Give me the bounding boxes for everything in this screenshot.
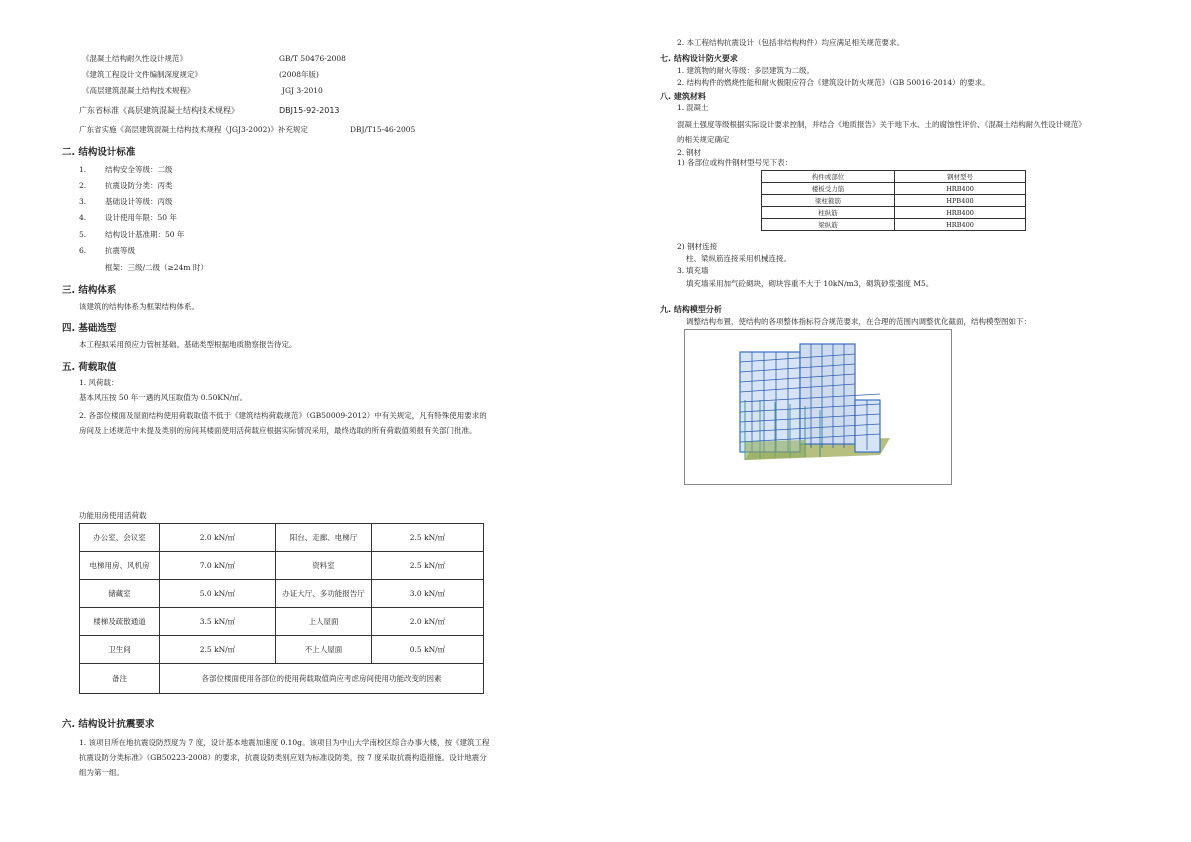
table-row xyxy=(80,580,484,608)
section-9-text: 调整结构布置，使结构的各项整体指标符合规范要求，在合理的范围内调整优化截面，结构模型图如下： xyxy=(686,317,1031,326)
table-cell: 电梯用房、风机房 xyxy=(80,552,160,580)
table-cell: 办公室、会议室 xyxy=(80,524,160,552)
steel-table xyxy=(761,170,1026,231)
frame-grade: 框架：三级/二级（≥24m 时） xyxy=(105,263,208,272)
section-4-heading: 四. 基础选型 xyxy=(62,323,117,334)
table-cell: 2.5 kN/㎡ xyxy=(372,552,484,580)
list-item: 基础设计等级：丙级 xyxy=(105,197,173,206)
table-cell: 梁柱箍筋 xyxy=(762,195,895,207)
seismic-item-2: 2. 本工程结构抗震设计（包括非结构构件）均应满足相关规范要求。 xyxy=(677,38,905,47)
table-row xyxy=(762,219,1026,231)
standard-1-code: GB/T 50476-2008 xyxy=(279,54,346,63)
table-row xyxy=(762,207,1026,219)
steel-sub2: 2) 钢材连接 xyxy=(677,242,718,251)
standard-3-name: 《高层建筑混凝土结构技术规程》 xyxy=(82,86,195,95)
steel-sub1: 1) 各部位或构件钢材型号见下表： xyxy=(677,158,793,167)
section-6-heading: 六. 结构设计抗震要求 xyxy=(62,719,155,730)
section-7-heading: 七. 结构设计防火要求 xyxy=(660,54,738,63)
standard-4-name: 广东省标准《高层建筑混凝土结构技术规程》 xyxy=(79,106,239,115)
load-table-caption: 功能用房使用活荷载 xyxy=(79,511,147,520)
list-item-num: 2. xyxy=(79,181,87,190)
table-header-row xyxy=(762,171,1026,183)
table-cell: HRB400 xyxy=(895,207,1026,219)
table-row xyxy=(762,195,1026,207)
section-4-text: 本工程拟采用预应力管桩基础。基础类型根据地质勘察报告待定。 xyxy=(79,340,297,349)
table-cell: 柱纵筋 xyxy=(762,207,895,219)
table-header: 钢材型号 xyxy=(895,171,1026,183)
table-cell: 2.0 kN/㎡ xyxy=(372,608,484,636)
table-cell: 7.0 kN/㎡ xyxy=(160,552,276,580)
standard-2-code: (2008年版) xyxy=(279,70,319,79)
list-item: 结构设计基准期：50 年 xyxy=(105,230,185,239)
steel-num: 2. xyxy=(677,148,685,157)
section-3-heading: 三. 结构体系 xyxy=(62,285,117,296)
list-item-num: 1. xyxy=(79,165,87,174)
wind-load-text: 基本风压按 50 年一遇的风压取值为 0.50KN/㎡。 xyxy=(79,393,248,402)
table-cell: 3.0 kN/㎡ xyxy=(372,580,484,608)
table-cell: HRB400 xyxy=(895,183,1026,195)
list-item-num: 4. xyxy=(79,213,87,222)
table-cell: 2.5 kN/㎡ xyxy=(160,636,276,664)
section-5-heading: 五. 荷载取值 xyxy=(62,362,117,373)
live-load-table xyxy=(79,523,484,694)
table-row xyxy=(80,636,484,664)
table-row xyxy=(80,608,484,636)
steel-label: 钢材 xyxy=(686,148,701,157)
table-cell: 卫生间 xyxy=(80,636,160,664)
load-note-paragraph: 2. 各部位楼面及屋面结构使用荷载取值不低于《建筑结构荷载规范》（GB50009-2012）中有关规定，凡有特殊使用要求的房间及上述规范中未提及类别的房间其楼面使用活荷载应根据实际情况采用，最终选取的所有荷载值须报有关部门批准。 xyxy=(79,411,487,435)
table-cell: 储藏室 xyxy=(80,580,160,608)
table-cell: 5.0 kN/㎡ xyxy=(160,580,276,608)
table-cell: 3.5 kN/㎡ xyxy=(160,608,276,636)
table-cell: 不上人屋面 xyxy=(276,636,372,664)
section-6-text: 1. 该项目所在地抗震设防烈度为 7 度，设计基本地震加速度 0.10g。该项目为中山大学南校区综合办事大楼，按《建筑工程抗震设防分类标准》（GB50223-2008）的要求，抗震设防类别应划为标准设防类，按 7 度采取抗震构造措施。设计地震分组为第一组。 xyxy=(79,738,490,777)
fire-item-2: 2. 结构构件的燃烧性能和耐火极限应符合《建筑设计防火规范》（GB 50016-2014）的要求。 xyxy=(677,78,990,87)
list-item-num: 5. xyxy=(79,230,87,239)
table-cell: 2.5 kN/㎡ xyxy=(372,524,484,552)
table-cell: 0.5 kN/㎡ xyxy=(372,636,484,664)
fire-item-1: 1. 建筑物的耐火等级：多层建筑为二级。 xyxy=(677,66,815,75)
table-cell: 阳台、走廊、电梯厅 xyxy=(276,524,372,552)
standard-3-code: JGJ 3-2010 xyxy=(282,86,323,95)
list-item: 设计使用年限：50 年 xyxy=(105,213,177,222)
list-item-num: 3. xyxy=(79,197,87,206)
section-9-heading: 九. 结构模型分析 xyxy=(660,305,722,314)
table-cell: HPB400 xyxy=(895,195,1026,207)
structure-model-image xyxy=(684,329,952,485)
list-item: 抗震等级 xyxy=(105,246,135,255)
table-cell: 2.0 kN/㎡ xyxy=(160,524,276,552)
table-cell: 楼板受力筋 xyxy=(762,183,895,195)
standard-4-code: DBJ15-92-2013 xyxy=(279,106,340,115)
concrete-num: 1. xyxy=(677,103,685,112)
list-item: 抗震设防分类：丙类 xyxy=(105,181,173,190)
infill-num: 3. xyxy=(677,266,685,275)
table-header: 构件或部位 xyxy=(762,171,895,183)
building-frame-icon xyxy=(685,330,951,484)
concrete-text: 混凝土强度等级根据实际设计要求控制，并结合《地质报告》关于地下水、土的腐蚀性评价、《混凝土结构耐久性设计规范》的相关规定确定 xyxy=(677,120,1086,144)
list-item: 结构安全等级：二级 xyxy=(105,165,173,174)
infill-label: 填充墙 xyxy=(686,266,709,275)
table-row xyxy=(80,552,484,580)
table-cell: 各部位楼面使用各部位的使用荷载取值尚应考虑房间使用功能改变的因素 xyxy=(160,664,484,694)
steel-sub2-text: 柱、梁纵筋连接采用机械连接。 xyxy=(686,254,791,263)
table-cell: 上人屋面 xyxy=(276,608,372,636)
section-3-text: 该建筑的结构体系为框架结构体系。 xyxy=(79,302,199,311)
concrete-label: 混凝土 xyxy=(686,103,709,112)
section-2-heading: 二. 结构设计标准 xyxy=(62,147,136,158)
infill-text: 填充墙采用加气砼砌块，砌块容重不大于 10kN/m3，砌筑砂浆强度 M5。 xyxy=(686,279,934,288)
table-row xyxy=(762,183,1026,195)
wind-load-title: 1. 风荷载： xyxy=(79,378,119,387)
table-row xyxy=(80,524,484,552)
table-cell: HRB400 xyxy=(895,219,1026,231)
standard-2-name: 《建筑工程设计文件编制深度规定》 xyxy=(82,70,202,79)
table-row xyxy=(80,664,484,694)
list-item-num: 6. xyxy=(79,246,87,255)
section-8-heading: 八. 建筑材料 xyxy=(660,92,706,101)
standard-1-name: 《混凝土结构耐久性设计规范》 xyxy=(82,54,187,63)
table-cell: 梁纵筋 xyxy=(762,219,895,231)
standard-5-name: 广东省实施《高层建筑混凝土结构技术规程（JGJ3-2002)》补充规定 xyxy=(79,125,308,134)
table-cell: 备注 xyxy=(80,664,160,694)
table-cell: 办证大厅、多功能报告厅 xyxy=(276,580,372,608)
table-cell: 资料室 xyxy=(276,552,372,580)
standard-5-code: DBJ/T15-46-2005 xyxy=(350,125,416,134)
table-cell: 楼梯及疏散通道 xyxy=(80,608,160,636)
